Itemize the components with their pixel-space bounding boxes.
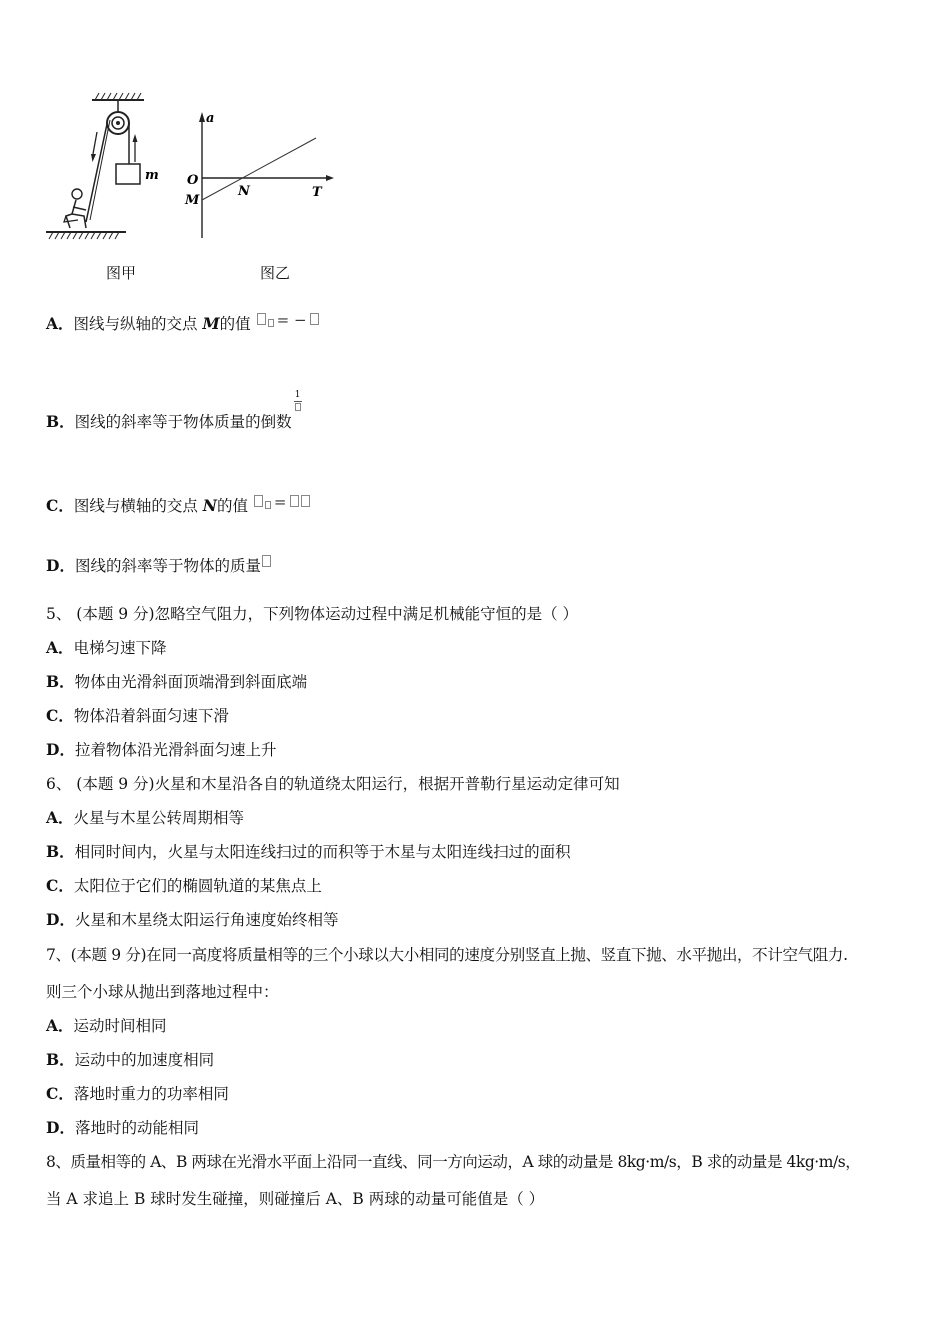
q6-option-a: A．火星与木星公转周期相等 (46, 808, 245, 827)
mass-label: m (145, 168, 159, 183)
q8-stem-line2: 当 A 求追上 B 球时发生碰撞，则碰撞后 A、B 两球的动量可能值是（ ） (46, 1190, 545, 1208)
caption-yi: 图乙 (260, 264, 291, 282)
q6-option-d: D．火星和木星绕太阳运行角速度始终相等 (46, 910, 339, 929)
figure-yi (180, 108, 340, 243)
graph-line (202, 138, 316, 200)
q4-option-b: B．图线的斜率等于物体质量的倒数1 (46, 390, 301, 431)
x-axis-label: T (312, 185, 322, 200)
q7-stem-line1: 7、(本题 9 分)在同一高度将质量相等的三个小球以大小相同的速度分别竖直上抛、竖直下抛、水平抛出，不计空气阻力. (46, 946, 848, 964)
q4-option-c: C．图线与横轴的交点 N的值 = (46, 492, 311, 516)
q8-stem-line1: 8、质量相等的 A、B 两球在光滑水平面上沿同一直线、同一方向运动，A 球的动量是 8kg·m/s，B 求的动量是 4kg·m/s， (46, 1153, 861, 1171)
q6-stem: 6、 (本题 9 分)火星和木星沿各自的轨道绕太阳运行，根据开普勒行星运动定律可知 (46, 775, 620, 793)
q5-stem: 5、 (本题 9 分)忽略空气阻力，下列物体运动过程中满足机械能守恒的是（ ） (46, 605, 579, 623)
y-axis-label: a (206, 111, 215, 126)
q6-option-c: C．太阳位于它们的椭圆轨道的某焦点上 (46, 876, 322, 895)
caption-jia: 图甲 (106, 264, 137, 282)
q7-option-a: A．运动时间相同 (46, 1016, 167, 1035)
q7-option-d: D．落地时的动能相同 (46, 1118, 199, 1137)
q5-option-b: B．物体由光滑斜面顶端滑到斜面底端 (46, 672, 308, 691)
q7-option-b: B．运动中的加速度相同 (46, 1050, 215, 1069)
q7-stem-line2: 则三个小球从抛出到落地过程中： (46, 983, 279, 1001)
q7-option-c: C．落地时重力的功率相同 (46, 1084, 229, 1103)
q5-option-c: C．物体沿着斜面匀速下滑 (46, 706, 229, 725)
q4-option-d: D．图线的斜率等于物体的质量 (46, 555, 272, 576)
q4-option-a: A．图线与纵轴的交点 M的值 = − (46, 310, 320, 334)
point-m-label: M (185, 193, 200, 208)
q5-option-a: A．电梯匀速下降 (46, 638, 167, 657)
q6-option-b: B．相同时间内，火星与太阳连线扫过的而积等于木星与太阳连线扫过的面积 (46, 842, 571, 861)
point-n-label: N (238, 184, 250, 199)
origin-label: O (187, 173, 199, 188)
q5-option-d: D．拉着物体沿光滑斜面匀速上升 (46, 740, 277, 759)
figure-jia (40, 92, 159, 242)
